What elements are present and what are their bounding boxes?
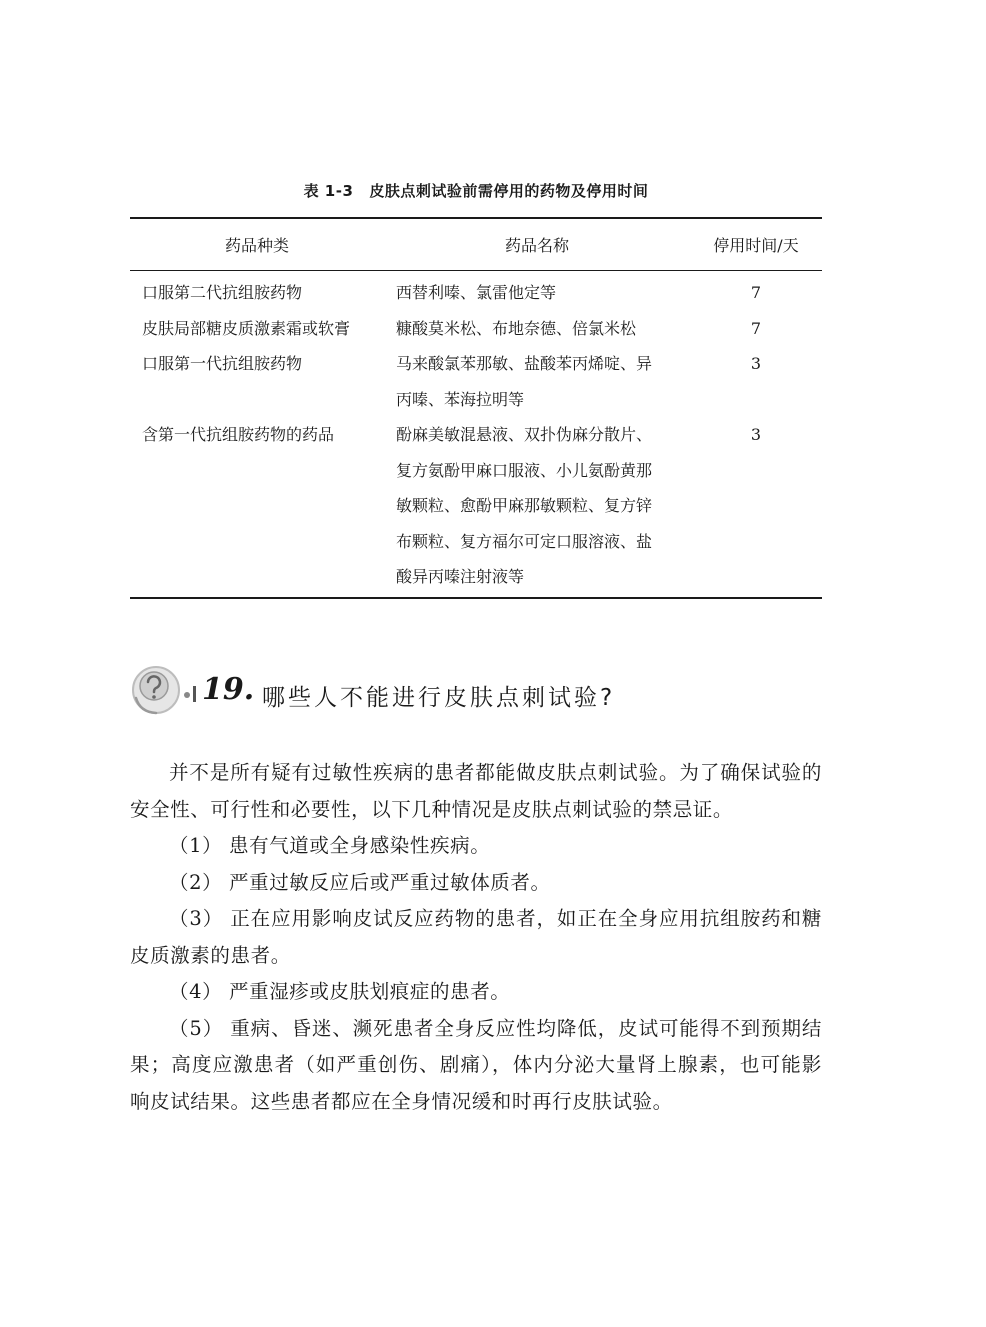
cell-days: 3 (750, 354, 762, 373)
cell-category: 含第一代抗组胺药物的药品 (142, 425, 335, 444)
cell-drug-names (384, 275, 690, 311)
drug-names-line: 布颗粒、复方福尔可定口服溶液、盐 (396, 531, 653, 551)
header-stop-days: 停用时间/天 (713, 236, 799, 255)
paragraph: （3） 正在应用影响皮试反应药物的患者，如正在全身应用抗组胺药和糖皮质激素的患者。 (130, 907, 822, 967)
cell-category: 口服第一代抗组胺药物 (142, 354, 303, 373)
table-body (130, 271, 822, 597)
cell-days: 3 (750, 425, 762, 444)
paragraph: 并不是所有疑有过敏性疾病的患者都能做皮肤点刺试验。为了确保试验的安全性、可行性和必要性，以下几种情况是皮肤点刺试验的禁忌证。 (130, 761, 822, 821)
table-header-row (130, 219, 822, 271)
heading-bar (193, 686, 196, 702)
table-caption-text: 皮肤点刺试验前需停用的药物及停用时间 (369, 182, 649, 200)
question-number: 19. (202, 672, 255, 707)
drug-table (130, 217, 822, 599)
table-row (130, 275, 822, 311)
paragraph: （1） 患有气道或全身感染性疾病。 (169, 834, 491, 857)
question-mark-icon (130, 664, 182, 716)
cell-days: 7 (750, 283, 762, 302)
drug-names-line: 复方氨酚甲麻口服液、小儿氨酚黄那 (396, 460, 653, 480)
cell-category: 口服第二代抗组胺药物 (142, 283, 303, 302)
drug-names-line: 酚麻美敏混悬液、双扑伪麻分散片、 (396, 425, 653, 444)
section-heading (130, 664, 830, 724)
paragraph: （5） 重病、昏迷、濒死患者全身反应性均降低，皮试可能得不到预期结果；高度应激患者（如严重创伤、剧痛），体内分泌大量肾上腺素，也可能影响皮试结果。这些患者都应在全身情况缓和时再行皮肤试验。 (130, 1016, 822, 1113)
cell-drug-names (384, 346, 690, 417)
table-row (130, 417, 822, 595)
drug-names-line: 酸异丙嗪注射液等 (396, 567, 525, 586)
cell-category: 皮肤局部糖皮质激素霜或软膏 (142, 318, 351, 338)
table-caption-number: 表 1-3 (303, 182, 354, 200)
drug-names-line: 马来酸氯苯那敏、盐酸苯丙烯啶、异 (396, 354, 653, 373)
question-title: 哪些人不能进行皮肤点刺试验? (262, 685, 616, 711)
header-category: 药品种类 (224, 236, 289, 255)
table-row (130, 346, 822, 417)
header-drug-names: 药品名称 (504, 236, 569, 255)
drug-names-line: 糠酸莫米松、布地奈德、倍氯米松 (396, 318, 637, 338)
table-caption (130, 180, 822, 201)
drug-names-line: 敏颗粒、愈酚甲麻那敏颗粒、复方锌 (396, 496, 653, 515)
paragraph: （2） 严重过敏反应后或严重过敏体质者。 (169, 870, 551, 894)
heading-dot (184, 692, 190, 698)
table-row (130, 311, 822, 347)
body-text (130, 755, 822, 1120)
paragraph: （4） 严重湿疹或皮肤划痕症的患者。 (169, 980, 511, 1003)
drug-names-line: 西替利嗪、氯雷他定等 (396, 283, 557, 302)
drug-names-line: 丙嗪、苯海拉明等 (396, 389, 525, 409)
cell-drug-names (384, 417, 690, 595)
cell-drug-names (384, 311, 690, 347)
cell-days: 7 (750, 318, 762, 338)
